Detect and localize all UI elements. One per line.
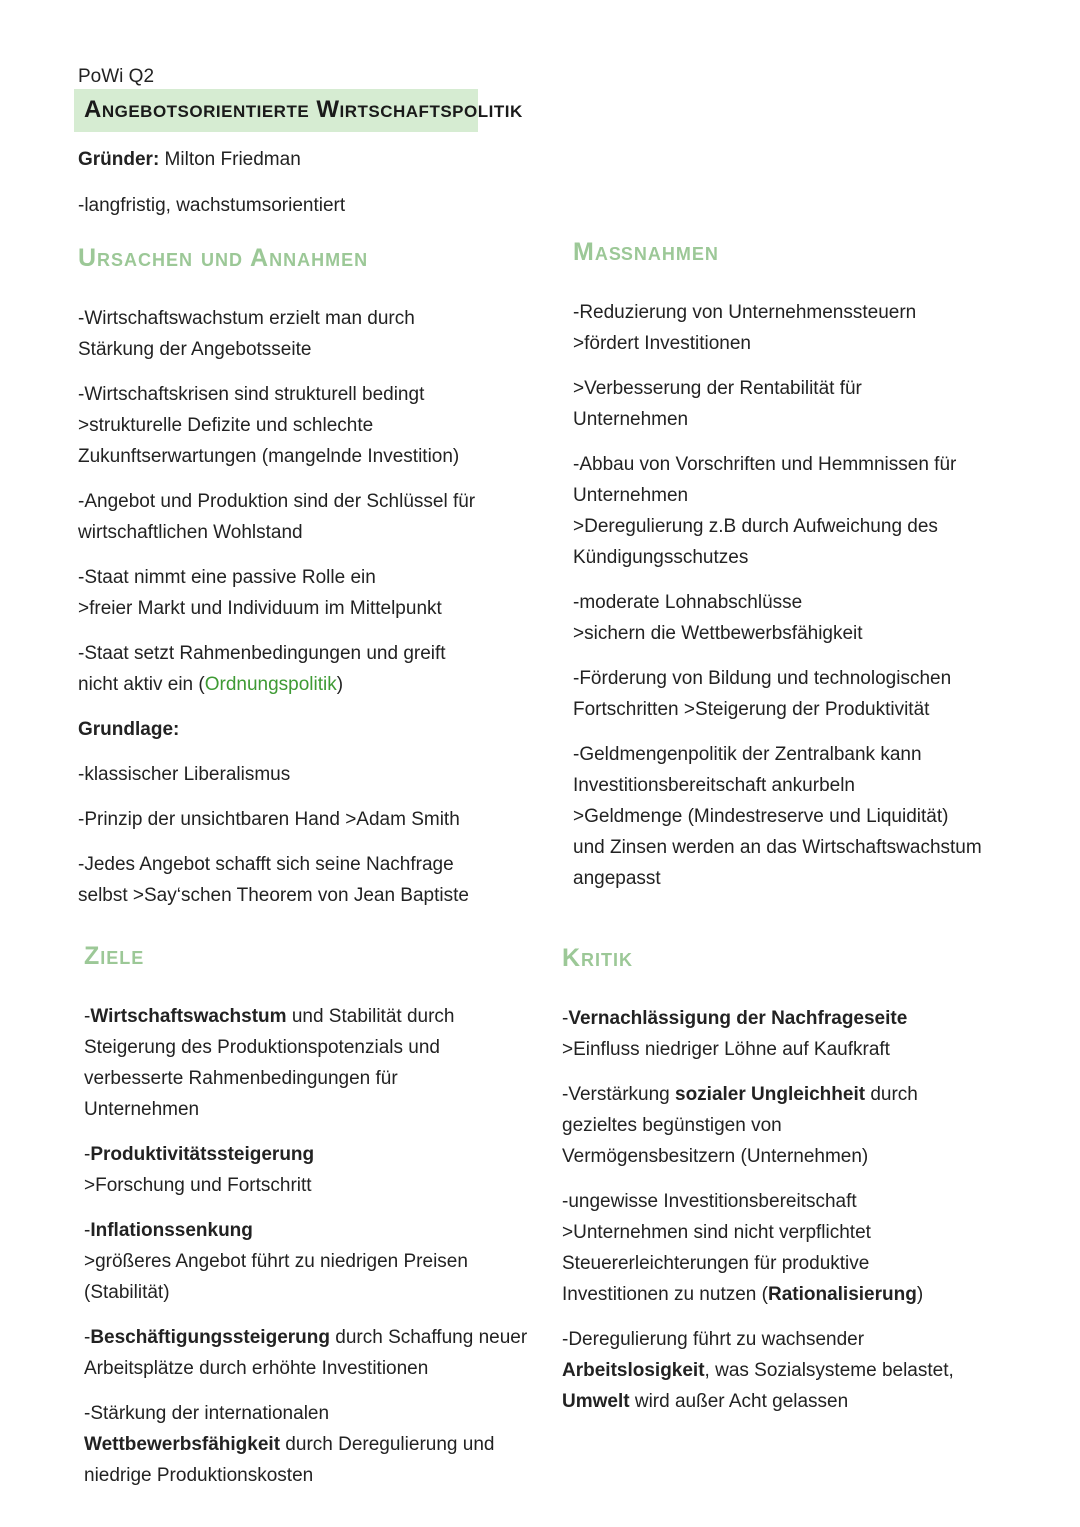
ziele-para-5: -Stärkung der internationalen Wettbewerbsfähigkeit durch Deregulierung und niedrige Produktionskosten: [84, 1403, 495, 1486]
kritik-para-1: -Vernachlässigung der Nachfrageseite >Einfluss niedriger Löhne auf Kaufkraft: [562, 1008, 908, 1060]
ursachen-section: [78, 303, 538, 925]
page-title: Angebotsorientierte Wirtschaftspolitik: [84, 96, 523, 123]
ziele-section: [84, 1001, 544, 1505]
grundlage-item-2: -Prinzip der unsichtbaren Hand >Adam Smith: [78, 809, 460, 830]
massnahmen-para-2: >Verbesserung der Rentabilität für Unternehmen: [573, 378, 862, 430]
ursachen-heading: Ursachen und Annahmen: [78, 244, 369, 272]
grundlage-item-3: -Jedes Angebot schafft sich seine Nachfrage selbst >Say‘schen Theorem von Jean Baptiste: [78, 854, 469, 906]
massnahmen-para-1: -Reduzierung von Unternehmenssteuern >fördert Investitionen: [573, 302, 917, 354]
massnahmen-para-5: -Förderung von Bildung und technologischen Fortschritten >Steigerung der Produktivität: [573, 668, 952, 720]
ursachen-para-1: -Wirtschaftswachstum erzielt man durch Stärkung der Angebotsseite: [78, 308, 415, 360]
ursachen-para-3: -Angebot und Produktion sind der Schlüssel für wirtschaftlichen Wohlstand: [78, 491, 476, 543]
massnahmen-para-4: -moderate Lohnabschlüsse >sichern die Wettbewerbsfähigkeit: [573, 592, 863, 644]
ursachen-para-4: -Staat nimmt eine passive Rolle ein >freier Markt und Individuum im Mittelpunkt: [78, 567, 442, 619]
ursachen-para-2: -Wirtschaftskrisen sind strukturell bedingt >strukturelle Defizite und schlechte Zukunftserwartungen (mangelnde Investition): [78, 384, 460, 467]
orientation-line: -langfristig, wachstumsorientiert: [78, 195, 346, 216]
founder-line: [78, 149, 301, 171]
grundlage-item-1: -klassischer Liberalismus: [78, 764, 291, 785]
ziele-para-2: -Produktivitätssteigerung >Forschung und Fortschritt: [84, 1144, 315, 1196]
founder-label: Gründer:: [78, 149, 160, 170]
massnahmen-section: [573, 297, 1033, 908]
kritik-para-4: -Deregulierung führt zu wachsender Arbeitslosigkeit, was Sozialsysteme belastet, Umwelt wird außer Acht gelassen: [562, 1329, 954, 1412]
kritik-section: [562, 1003, 1032, 1431]
kritik-para-3: -ungewisse Investitionsbereitschaft >Unternehmen sind nicht verpflichtet Steuererleichterungen für produktive Investitionen zu nutzen (Rationalisierung): [562, 1191, 924, 1305]
ordnungspolitik-term: Ordnungspolitik: [204, 674, 337, 695]
massnahmen-para-3: -Abbau von Vorschriften und Hemmnissen für Unternehmen >Deregulierung z.B durch Aufweichung des Kündigungsschutzes: [573, 454, 957, 568]
grundlage-label: Grundlage:: [78, 719, 180, 740]
ursachen-para-5: -Staat setzt Rahmenbedingungen und greift nicht aktiv ein (Ordnungspolitik): [78, 643, 446, 695]
massnahmen-heading: Maßnahmen: [573, 238, 719, 266]
ziele-para-4: -Beschäftigungssteigerung durch Schaffung neuer Arbeitsplätze durch erhöhte Investitionen: [84, 1327, 528, 1379]
course-label: PoWi Q2: [78, 66, 155, 87]
ziele-heading: Ziele: [84, 942, 145, 970]
massnahmen-para-6: -Geldmengenpolitik der Zentralbank kann Investitionsbereitschaft ankurbeln >Geldmenge (Mindestreserve und Liquidität) und Zinsen werden an das Wirtschaftswachstum angepasst: [573, 744, 982, 889]
kritik-para-2: -Verstärkung sozialer Ungleichheit durch gezieltes begünstigen von Vermögensbesitzern (Unternehmen): [562, 1084, 918, 1167]
ziele-para-3: -Inflationssenkung >größeres Angebot führt zu niedrigen Preisen (Stabilität): [84, 1220, 468, 1303]
ziele-para-1: -Wirtschaftswachstum und Stabilität durch Steigerung des Produktionspotenzials und verbesserte Rahmenbedingungen für Unternehmen: [84, 1006, 455, 1120]
founder-name: Milton Friedman: [159, 149, 301, 170]
kritik-heading: Kritik: [562, 944, 634, 972]
